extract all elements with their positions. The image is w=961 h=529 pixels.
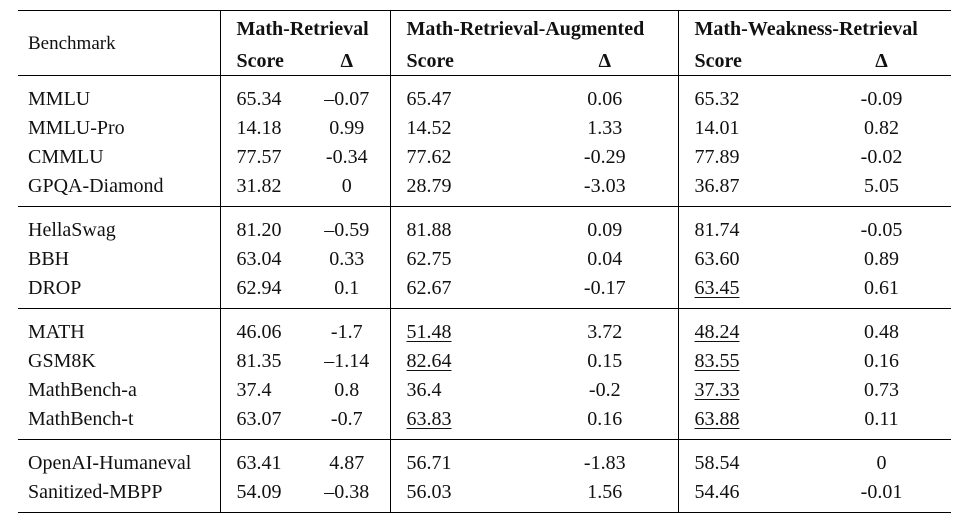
- delta-cell: -0.34: [325, 145, 368, 168]
- delta-cell: 0.8: [334, 378, 360, 401]
- delta-column-cell: [812, 207, 951, 244]
- delta-column-cell: [532, 309, 678, 346]
- score-column-cell: [220, 273, 304, 309]
- score-cell: 14.18: [236, 116, 282, 139]
- delta-cell: 0.73: [864, 378, 899, 401]
- delta-column-cell: [304, 142, 390, 171]
- delta-cell: 1.56: [587, 480, 623, 503]
- delta-cell: 0: [341, 174, 352, 197]
- delta-column-cell: [812, 244, 951, 273]
- delta-column-cell: [532, 477, 678, 512]
- delta-column-cell: [304, 309, 390, 346]
- score-cell: 81.88: [406, 218, 452, 241]
- score-cell: 14.01: [694, 116, 740, 139]
- score-column-cell: [678, 142, 812, 171]
- benchmark-name: GPQA-Diamond: [28, 174, 164, 197]
- score-column-cell: [220, 142, 304, 171]
- score-cell: 81.20: [236, 218, 282, 241]
- delta-column-cell: [532, 244, 678, 273]
- score-cell: 77.62: [406, 145, 452, 168]
- score-cell: 62.67: [406, 276, 452, 299]
- delta-cell: 0.04: [587, 247, 623, 270]
- delta-column-cell: [812, 171, 951, 207]
- score-column-cell: [390, 477, 532, 512]
- score-cell: 46.06: [236, 320, 282, 343]
- score-column-cell: [390, 375, 532, 404]
- delta-column-cell: [812, 273, 951, 309]
- table-row: [18, 440, 951, 477]
- score-cell: 31.82: [236, 174, 282, 197]
- table-row: [18, 244, 951, 273]
- score-column-cell: [390, 404, 532, 440]
- delta-cell: -0.05: [860, 218, 903, 241]
- delta-cell: –0.07: [324, 87, 370, 110]
- score-cell: 81.74: [694, 218, 740, 241]
- score-column-cell: [678, 375, 812, 404]
- score-cell: 65.32: [694, 87, 740, 110]
- table-row: [18, 375, 951, 404]
- score-cell: 36.4: [406, 378, 442, 401]
- score-column-cell: [390, 142, 532, 171]
- delta-column-cell: [304, 207, 390, 244]
- delta-cell: -0.2: [588, 378, 621, 401]
- delta-column-cell: [532, 404, 678, 440]
- delta-column-cell: [812, 477, 951, 512]
- results-table: [18, 10, 951, 513]
- score-cell: 62.94: [236, 276, 282, 299]
- score-cell: 63.83: [406, 407, 452, 430]
- score-column-cell: [390, 440, 532, 477]
- score-column-cell: [220, 244, 304, 273]
- score-column-cell: [390, 244, 532, 273]
- score-column-cell: [678, 171, 812, 207]
- delta-column-cell: [532, 273, 678, 309]
- score-cell: 82.64: [406, 349, 452, 372]
- delta-cell: 0.33: [329, 247, 365, 270]
- score-cell: 36.87: [694, 174, 740, 197]
- score-cell: 37.33: [694, 378, 740, 401]
- delta-header: Δ: [875, 50, 888, 72]
- score-column-cell: [678, 207, 812, 244]
- delta-cell: 0.16: [864, 349, 899, 372]
- group-header-math-weakness-retrieval: Math-Weakness-Retrieval: [678, 11, 951, 47]
- score-column-cell: [678, 404, 812, 440]
- delta-cell: -3.03: [583, 174, 626, 197]
- score-header: Score: [220, 47, 304, 76]
- score-cell: 62.75: [406, 247, 452, 270]
- delta-column-cell: [532, 171, 678, 207]
- delta-cell: -0.29: [583, 145, 626, 168]
- score-header: Score: [390, 47, 532, 76]
- delta-cell: -0.7: [330, 407, 363, 430]
- delta-cell: 0.11: [864, 407, 899, 430]
- delta-cell: -0.01: [860, 480, 903, 503]
- score-column-cell: [390, 113, 532, 142]
- benchmark-name: MMLU-Pro: [28, 116, 125, 139]
- table-row: [18, 207, 951, 244]
- delta-cell: –1.14: [324, 349, 370, 372]
- delta-cell: 0.1: [334, 276, 360, 299]
- delta-column-cell: [532, 113, 678, 142]
- results-table-body: [18, 11, 951, 513]
- score-cell: 65.47: [406, 87, 452, 110]
- benchmark-name: DROP: [28, 276, 82, 299]
- score-column-cell: [678, 309, 812, 346]
- benchmark-header: Benchmark: [28, 32, 116, 54]
- score-cell: 58.54: [694, 451, 740, 474]
- delta-cell: 0: [876, 451, 887, 474]
- delta-cell: –0.59: [324, 218, 370, 241]
- group-header-math-retrieval: Math-Retrieval: [220, 11, 390, 47]
- delta-column-cell: [532, 375, 678, 404]
- results-table-container: [18, 10, 951, 513]
- delta-cell: 4.87: [329, 451, 365, 474]
- delta-column-cell: [532, 207, 678, 244]
- table-row: [18, 346, 951, 375]
- score-cell: 81.35: [236, 349, 282, 372]
- score-cell: 77.57: [236, 145, 282, 168]
- delta-column-cell: [304, 76, 390, 113]
- score-cell: 56.03: [406, 480, 452, 503]
- benchmark-name: MathBench-t: [28, 407, 134, 430]
- delta-cell: 0.82: [864, 116, 899, 139]
- delta-column-cell: [304, 440, 390, 477]
- delta-cell: 1.33: [587, 116, 623, 139]
- delta-column-cell: [812, 113, 951, 142]
- delta-cell: 0.16: [587, 407, 623, 430]
- score-column-cell: [678, 244, 812, 273]
- score-column-cell: [678, 477, 812, 512]
- delta-column-cell: [304, 273, 390, 309]
- score-column-cell: [220, 171, 304, 207]
- score-cell: 51.48: [406, 320, 452, 343]
- delta-cell: 0.15: [587, 349, 623, 372]
- delta-column-cell: [812, 440, 951, 477]
- table-row: [18, 113, 951, 142]
- delta-cell: 0.89: [864, 247, 899, 270]
- benchmark-name: GSM8K: [28, 349, 96, 372]
- score-column-cell: [678, 440, 812, 477]
- benchmark-name: CMMLU: [28, 145, 104, 168]
- delta-column-cell: [304, 244, 390, 273]
- benchmark-name: MMLU: [28, 87, 91, 110]
- table-row: [18, 142, 951, 171]
- delta-header: Δ: [598, 50, 612, 72]
- score-column-cell: [678, 346, 812, 375]
- score-cell: 63.45: [694, 276, 740, 299]
- score-cell: 14.52: [406, 116, 452, 139]
- score-cell: 65.34: [236, 87, 282, 110]
- score-cell: 54.09: [236, 480, 282, 503]
- header-row-groups: [18, 11, 951, 47]
- delta-column-cell: [812, 142, 951, 171]
- score-cell: 54.46: [694, 480, 740, 503]
- delta-column-cell: [304, 113, 390, 142]
- delta-cell: -0.17: [583, 276, 626, 299]
- benchmark-name: OpenAI-Humaneval: [28, 451, 192, 474]
- score-column-cell: [390, 171, 532, 207]
- score-column-cell: [220, 113, 304, 142]
- score-column-cell: [220, 477, 304, 512]
- delta-cell: –0.38: [324, 480, 370, 503]
- benchmark-name: BBH: [28, 247, 70, 270]
- delta-column-cell: [304, 171, 390, 207]
- table-row: [18, 404, 951, 440]
- score-column-cell: [390, 207, 532, 244]
- delta-column-cell: [532, 440, 678, 477]
- delta-header: Δ: [340, 50, 354, 72]
- delta-column-cell: [812, 346, 951, 375]
- score-column-cell: [390, 346, 532, 375]
- score-column-cell: [220, 440, 304, 477]
- score-column-cell: [220, 346, 304, 375]
- delta-cell: -1.83: [583, 451, 626, 474]
- table-row: [18, 273, 951, 309]
- delta-column-cell: [532, 76, 678, 113]
- delta-column-cell: [812, 309, 951, 346]
- score-cell: 63.07: [236, 407, 282, 430]
- score-cell: 56.71: [406, 451, 452, 474]
- delta-cell: 0.06: [587, 87, 623, 110]
- table-row: [18, 171, 951, 207]
- score-cell: 28.79: [406, 174, 452, 197]
- table-row: [18, 309, 951, 346]
- benchmark-name: HellaSwag: [28, 218, 116, 241]
- delta-column-cell: [812, 404, 951, 440]
- delta-cell: -0.02: [860, 145, 903, 168]
- delta-column-cell: [812, 375, 951, 404]
- score-cell: 37.4: [236, 378, 272, 401]
- table-row: [18, 477, 951, 512]
- delta-cell: 3.72: [587, 320, 623, 343]
- score-column-cell: [220, 309, 304, 346]
- score-cell: 63.60: [694, 247, 740, 270]
- score-column-cell: [678, 113, 812, 142]
- delta-column-cell: [812, 76, 951, 113]
- table-row: [18, 76, 951, 113]
- delta-column-cell: [532, 346, 678, 375]
- score-column-cell: [678, 76, 812, 113]
- score-cell: 77.89: [694, 145, 740, 168]
- delta-cell: -0.09: [860, 87, 903, 110]
- score-column-cell: [220, 76, 304, 113]
- delta-column-cell: [532, 142, 678, 171]
- score-column-cell: [678, 273, 812, 309]
- score-cell: 48.24: [694, 320, 740, 343]
- score-cell: 63.88: [694, 407, 740, 430]
- delta-column-cell: [304, 404, 390, 440]
- delta-column-cell: [304, 375, 390, 404]
- delta-cell: 5.05: [864, 174, 899, 197]
- bottom-rule: [18, 512, 951, 513]
- delta-cell: 0.48: [864, 320, 899, 343]
- score-column-cell: [220, 375, 304, 404]
- score-header: Score: [678, 47, 812, 76]
- delta-column-cell: [304, 477, 390, 512]
- benchmark-name: MATH: [28, 320, 85, 343]
- score-column-cell: [390, 273, 532, 309]
- delta-cell: 0.61: [864, 276, 899, 299]
- score-cell: 63.04: [236, 247, 282, 270]
- delta-cell: -1.7: [330, 320, 363, 343]
- score-column-cell: [220, 207, 304, 244]
- score-cell: 83.55: [694, 349, 740, 372]
- score-column-cell: [390, 309, 532, 346]
- group-header-math-retrieval-augmented: Math-Retrieval-Augmented: [390, 11, 678, 47]
- delta-cell: 0.99: [329, 116, 365, 139]
- delta-cell: 0.09: [587, 218, 623, 241]
- benchmark-name: Sanitized-MBPP: [28, 480, 163, 503]
- score-column-cell: [220, 404, 304, 440]
- score-cell: 63.41: [236, 451, 282, 474]
- delta-column-cell: [304, 346, 390, 375]
- benchmark-name: MathBench-a: [28, 378, 137, 401]
- score-column-cell: [390, 76, 532, 113]
